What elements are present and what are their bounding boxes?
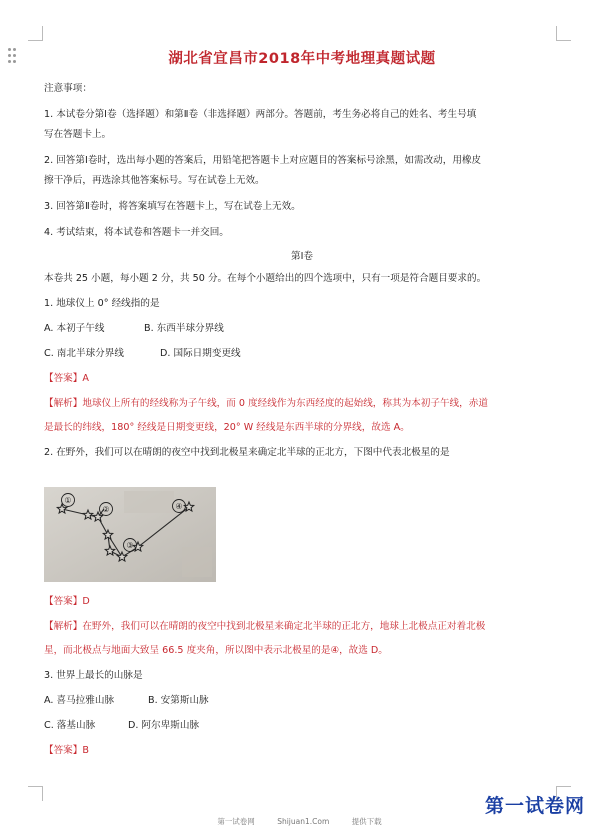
footer-item: 提供下载 <box>351 817 382 826</box>
question-options-row <box>44 347 560 361</box>
page-corner-top-right <box>556 26 571 41</box>
option-c: C. 落基山脉 <box>44 720 96 731</box>
question-stem: 1. 地球仪上 0° 经线指的是 <box>44 298 160 309</box>
section-title: 第Ⅰ卷 <box>290 251 314 262</box>
question-options-row <box>44 322 560 336</box>
analysis-text: 是最长的纬线，180° 经线是日期变更线，20° W 经线是东西半球的分界线，故选 A。 <box>44 422 410 433</box>
notice-line: 3. 回答第Ⅱ卷时，将答案填写在答题卡上，写在试卷上无效。 <box>44 201 301 212</box>
page-corner-top-left <box>28 26 43 41</box>
page-corner-bottom-left <box>28 786 43 801</box>
option-b: B. 安第斯山脉 <box>148 695 209 706</box>
option-b: B. 东西半球分界线 <box>144 323 224 334</box>
star-label-1: ① <box>64 496 72 505</box>
answer-label: 【答案】A <box>44 373 89 384</box>
analysis-text: 星，而北极点与地面大致呈 66.5 度夹角，所以图中表示北极星的是④，故选 D。 <box>44 645 388 656</box>
notice-line: 1. 本试卷分第Ⅰ卷（选择题）和第Ⅱ卷（非选择题）两部分。答题前，考生务必将自己的姓名、考生号填 <box>44 109 477 120</box>
document-page <box>44 46 560 758</box>
option-c: C. 南北半球分界线 <box>44 348 124 359</box>
option-a: A. 本初子午线 <box>44 323 105 334</box>
star-map-svg <box>44 487 216 582</box>
footer-item[interactable]: Shijuan1.Com <box>277 817 330 826</box>
analysis-text: 【解析】地球仪上所有的经线称为子午线，而 0 度经线作为东西经度的起始线，称其为本初子午线，赤道 <box>44 398 488 409</box>
analysis-text: 【解析】在野外，我们可以在晴朗的夜空中找到北极星来确定北半球的正北方，地球上北极点正对着北极 <box>44 621 486 632</box>
star-map-figure <box>44 487 216 582</box>
section-intro: 本卷共 25 小题，每小题 2 分，共 50 分。在每个小题给出的四个选项中，只有一项是符合题目要求的。 <box>44 273 487 284</box>
page-title: 湖北省宜昌市2018年中考地理真题试题 <box>168 51 436 67</box>
footer-item: 第一试卷网 <box>217 817 255 826</box>
star-label-2: ② <box>102 505 110 514</box>
question-options-row <box>44 694 560 708</box>
star-label-4: ④ <box>175 502 183 511</box>
drag-handle-icon[interactable] <box>8 48 18 64</box>
notice-line: 4. 考试结束，将本试卷和答题卡一并交回。 <box>44 227 229 238</box>
question-stem: 3. 世界上最长的山脉是 <box>44 670 143 681</box>
star-label-3: ③ <box>126 541 134 550</box>
answer-label: 【答案】D <box>44 596 90 607</box>
question-options-row <box>44 719 560 733</box>
notice-line: 擦干净后，再选涂其他答案标号。写在试卷上无效。 <box>44 175 265 186</box>
brand-logo: 第一试卷网 <box>484 795 585 817</box>
notice-line: 写在答题卡上。 <box>44 129 112 140</box>
option-d: D. 国际日期变更线 <box>160 348 241 359</box>
answer-label: 【答案】B <box>44 745 89 756</box>
option-d: D. 阿尔卑斯山脉 <box>128 720 200 731</box>
notice-line: 2. 回答第Ⅰ卷时，选出每小题的答案后，用铅笔把答题卡上对应题目的答案标号涂黑，如需改动，用橡皮 <box>44 155 482 166</box>
question-stem: 2. 在野外，我们可以在晴朗的夜空中找到北极星来确定北半球的正北方，下图中代表北极星的是 <box>44 447 450 458</box>
notice-heading: 注意事项： <box>44 83 92 94</box>
option-a: A. 喜马拉雅山脉 <box>44 695 115 706</box>
